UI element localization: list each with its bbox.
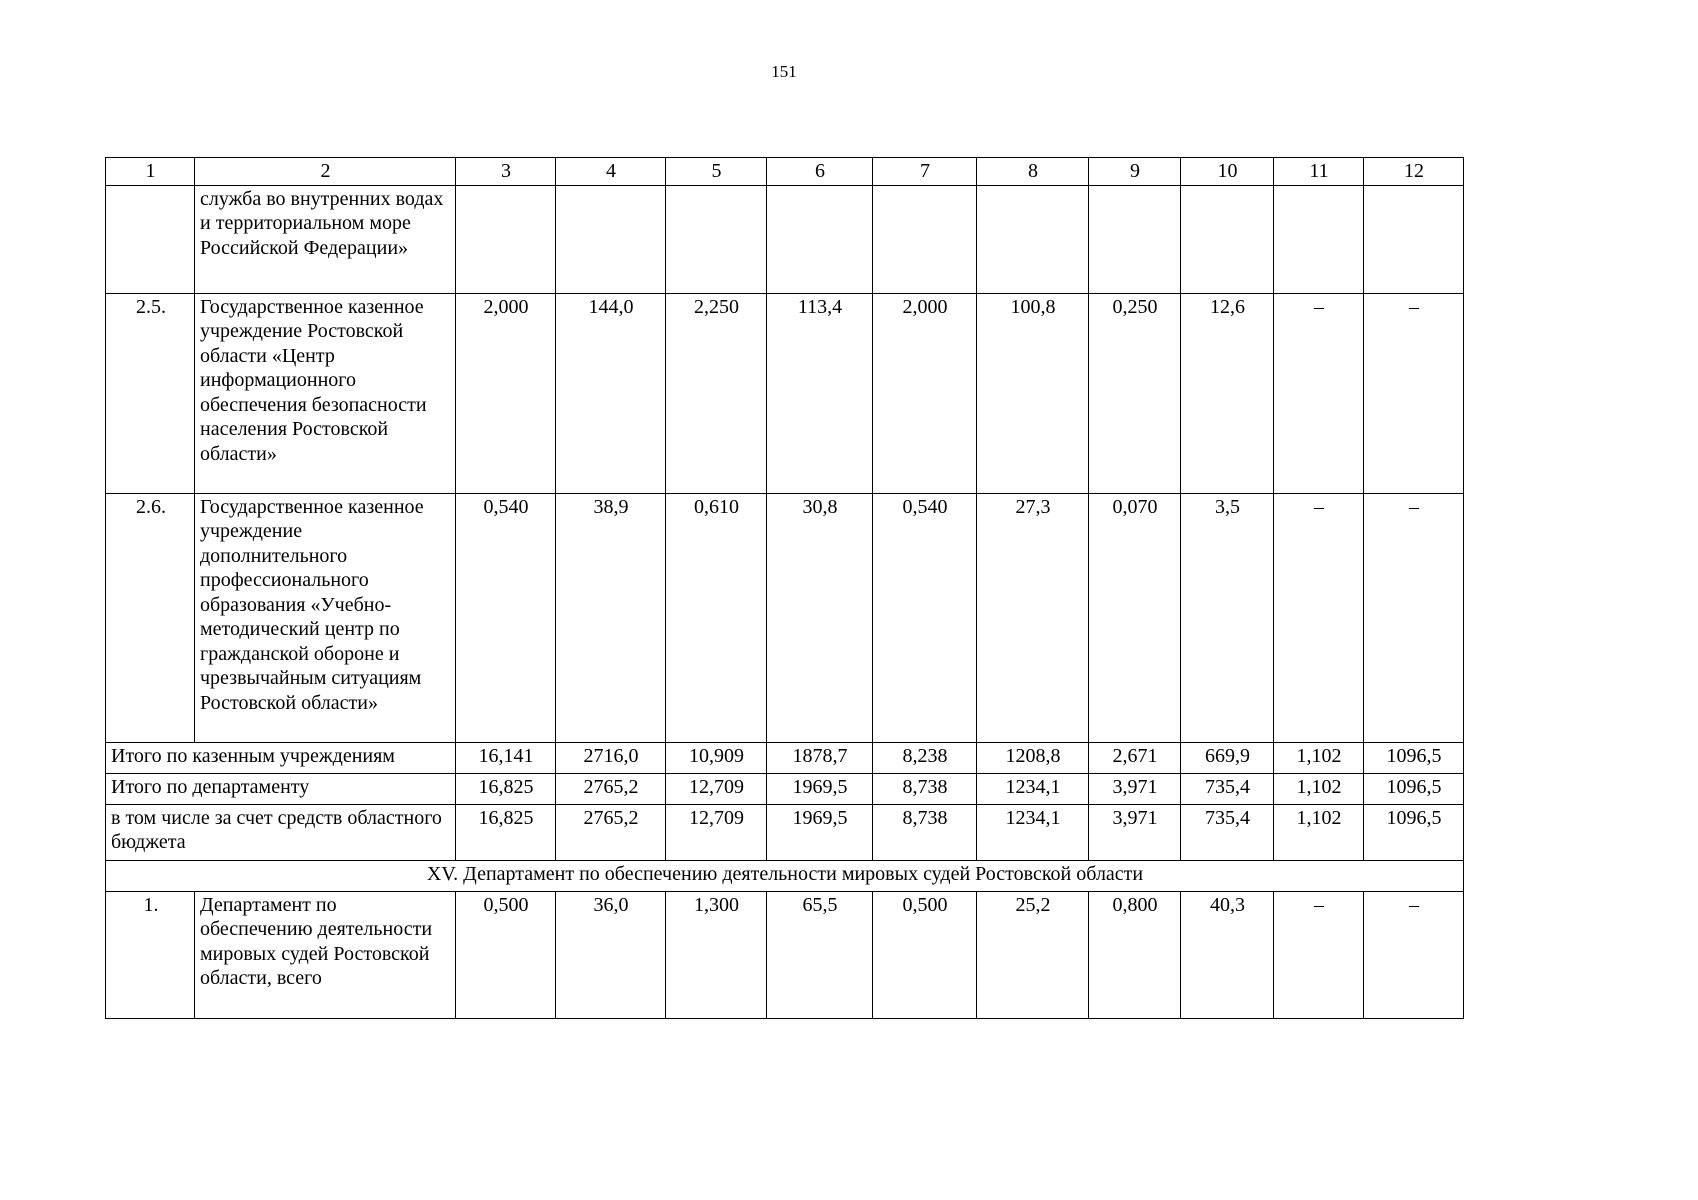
total-label: Итого по казенным учреждениям xyxy=(106,742,456,773)
row-name: Государственное казенное учреждение Ростовской области «Центр информационного обеспечения безопасности населения Ростовской области» xyxy=(195,293,456,493)
table-row xyxy=(106,293,1464,493)
value-cell: 27,3 xyxy=(977,493,1089,742)
value-cell: 2,000 xyxy=(873,293,977,493)
value-cell xyxy=(556,185,666,293)
value-cell: 1096,5 xyxy=(1364,742,1464,773)
column-number: 5 xyxy=(666,158,767,186)
value-cell xyxy=(1089,185,1181,293)
value-cell: 0,250 xyxy=(1089,293,1181,493)
column-number: 8 xyxy=(977,158,1089,186)
page-number: 151 xyxy=(771,62,797,81)
value-cell: 2765,2 xyxy=(556,773,666,804)
total-row xyxy=(106,773,1464,804)
value-cell: 0,500 xyxy=(873,891,977,1018)
value-cell: 0,610 xyxy=(666,493,767,742)
value-cell: 36,0 xyxy=(556,891,666,1018)
column-number: 2 xyxy=(195,158,456,186)
value-cell: 0,540 xyxy=(873,493,977,742)
value-cell: 1,102 xyxy=(1274,742,1364,773)
value-cell: 0,540 xyxy=(456,493,556,742)
value-cell: 3,971 xyxy=(1089,804,1181,860)
column-number: 10 xyxy=(1181,158,1274,186)
value-cell xyxy=(977,185,1089,293)
value-cell: 669,9 xyxy=(1181,742,1274,773)
total-row xyxy=(106,742,1464,773)
value-cell: 8,738 xyxy=(873,804,977,860)
row-index xyxy=(106,185,195,293)
value-cell: 12,709 xyxy=(666,773,767,804)
value-cell: 12,709 xyxy=(666,804,767,860)
row-index: 1. xyxy=(106,891,195,1018)
value-cell: 12,6 xyxy=(1181,293,1274,493)
column-number: 1 xyxy=(106,158,195,186)
value-cell: 1234,1 xyxy=(977,773,1089,804)
value-cell xyxy=(873,185,977,293)
value-cell xyxy=(767,185,873,293)
value-cell: 10,909 xyxy=(666,742,767,773)
value-cell: 0,070 xyxy=(1089,493,1181,742)
value-cell: 3,5 xyxy=(1181,493,1274,742)
column-number: 4 xyxy=(556,158,666,186)
value-cell: – xyxy=(1364,493,1464,742)
value-cell: 1,102 xyxy=(1274,773,1364,804)
row-name: Департамент по обеспечению деятельности мировых судей Ростовской области, всего xyxy=(195,891,456,1018)
value-cell: 38,9 xyxy=(556,493,666,742)
value-cell: 1,300 xyxy=(666,891,767,1018)
table-row xyxy=(106,493,1464,742)
value-cell: 65,5 xyxy=(767,891,873,1018)
data-table xyxy=(105,157,1464,1019)
value-cell: 8,738 xyxy=(873,773,977,804)
column-number: 11 xyxy=(1274,158,1364,186)
value-cell: 16,825 xyxy=(456,773,556,804)
column-number: 7 xyxy=(873,158,977,186)
total-label: Итого по департаменту xyxy=(106,773,456,804)
value-cell: 113,4 xyxy=(767,293,873,493)
section-heading: XV. Департамент по обеспечению деятельности мировых судей Ростовской области xyxy=(106,860,1464,891)
value-cell: 2,000 xyxy=(456,293,556,493)
value-cell: 16,825 xyxy=(456,804,556,860)
value-cell: 1096,5 xyxy=(1364,773,1464,804)
value-cell: – xyxy=(1364,891,1464,1018)
value-cell: 30,8 xyxy=(767,493,873,742)
value-cell: 1096,5 xyxy=(1364,804,1464,860)
value-cell: 100,8 xyxy=(977,293,1089,493)
value-cell: 735,4 xyxy=(1181,804,1274,860)
value-cell: 25,2 xyxy=(977,891,1089,1018)
column-number: 9 xyxy=(1089,158,1181,186)
column-number: 12 xyxy=(1364,158,1464,186)
value-cell: 1234,1 xyxy=(977,804,1089,860)
value-cell: 3,971 xyxy=(1089,773,1181,804)
row-index: 2.5. xyxy=(106,293,195,493)
value-cell xyxy=(1364,185,1464,293)
value-cell: – xyxy=(1274,293,1364,493)
total-label: в том числе за счет средств областного бюджета xyxy=(106,804,456,860)
value-cell: – xyxy=(1274,891,1364,1018)
value-cell: 16,141 xyxy=(456,742,556,773)
value-cell xyxy=(1181,185,1274,293)
value-cell: 1969,5 xyxy=(767,804,873,860)
column-number-row xyxy=(106,158,1464,186)
value-cell xyxy=(666,185,767,293)
value-cell: 2765,2 xyxy=(556,804,666,860)
value-cell: 1208,8 xyxy=(977,742,1089,773)
value-cell: 8,238 xyxy=(873,742,977,773)
total-row xyxy=(106,804,1464,860)
value-cell: 1878,7 xyxy=(767,742,873,773)
value-cell: 0,500 xyxy=(456,891,556,1018)
column-number: 6 xyxy=(767,158,873,186)
value-cell: 735,4 xyxy=(1181,773,1274,804)
value-cell: 40,3 xyxy=(1181,891,1274,1018)
value-cell: 2,250 xyxy=(666,293,767,493)
value-cell: 0,800 xyxy=(1089,891,1181,1018)
table-row xyxy=(106,185,1464,293)
value-cell: 2,671 xyxy=(1089,742,1181,773)
section-row xyxy=(106,860,1464,891)
table-row xyxy=(106,891,1464,1018)
row-name: Государственное казенное учреждение дополнительного профессионального образования «Учебно-методический центр по гражданской обороне и чрезвычайным ситуациям Ростовской области» xyxy=(195,493,456,742)
column-number: 3 xyxy=(456,158,556,186)
row-index: 2.6. xyxy=(106,493,195,742)
value-cell xyxy=(456,185,556,293)
table-body xyxy=(106,158,1464,1019)
value-cell: – xyxy=(1274,493,1364,742)
value-cell: 1969,5 xyxy=(767,773,873,804)
value-cell: 1,102 xyxy=(1274,804,1364,860)
value-cell: – xyxy=(1364,293,1464,493)
row-name: служба во внутренних водах и территориальном море Российской Федерации» xyxy=(195,185,456,293)
value-cell: 144,0 xyxy=(556,293,666,493)
value-cell: 2716,0 xyxy=(556,742,666,773)
value-cell xyxy=(1274,185,1364,293)
